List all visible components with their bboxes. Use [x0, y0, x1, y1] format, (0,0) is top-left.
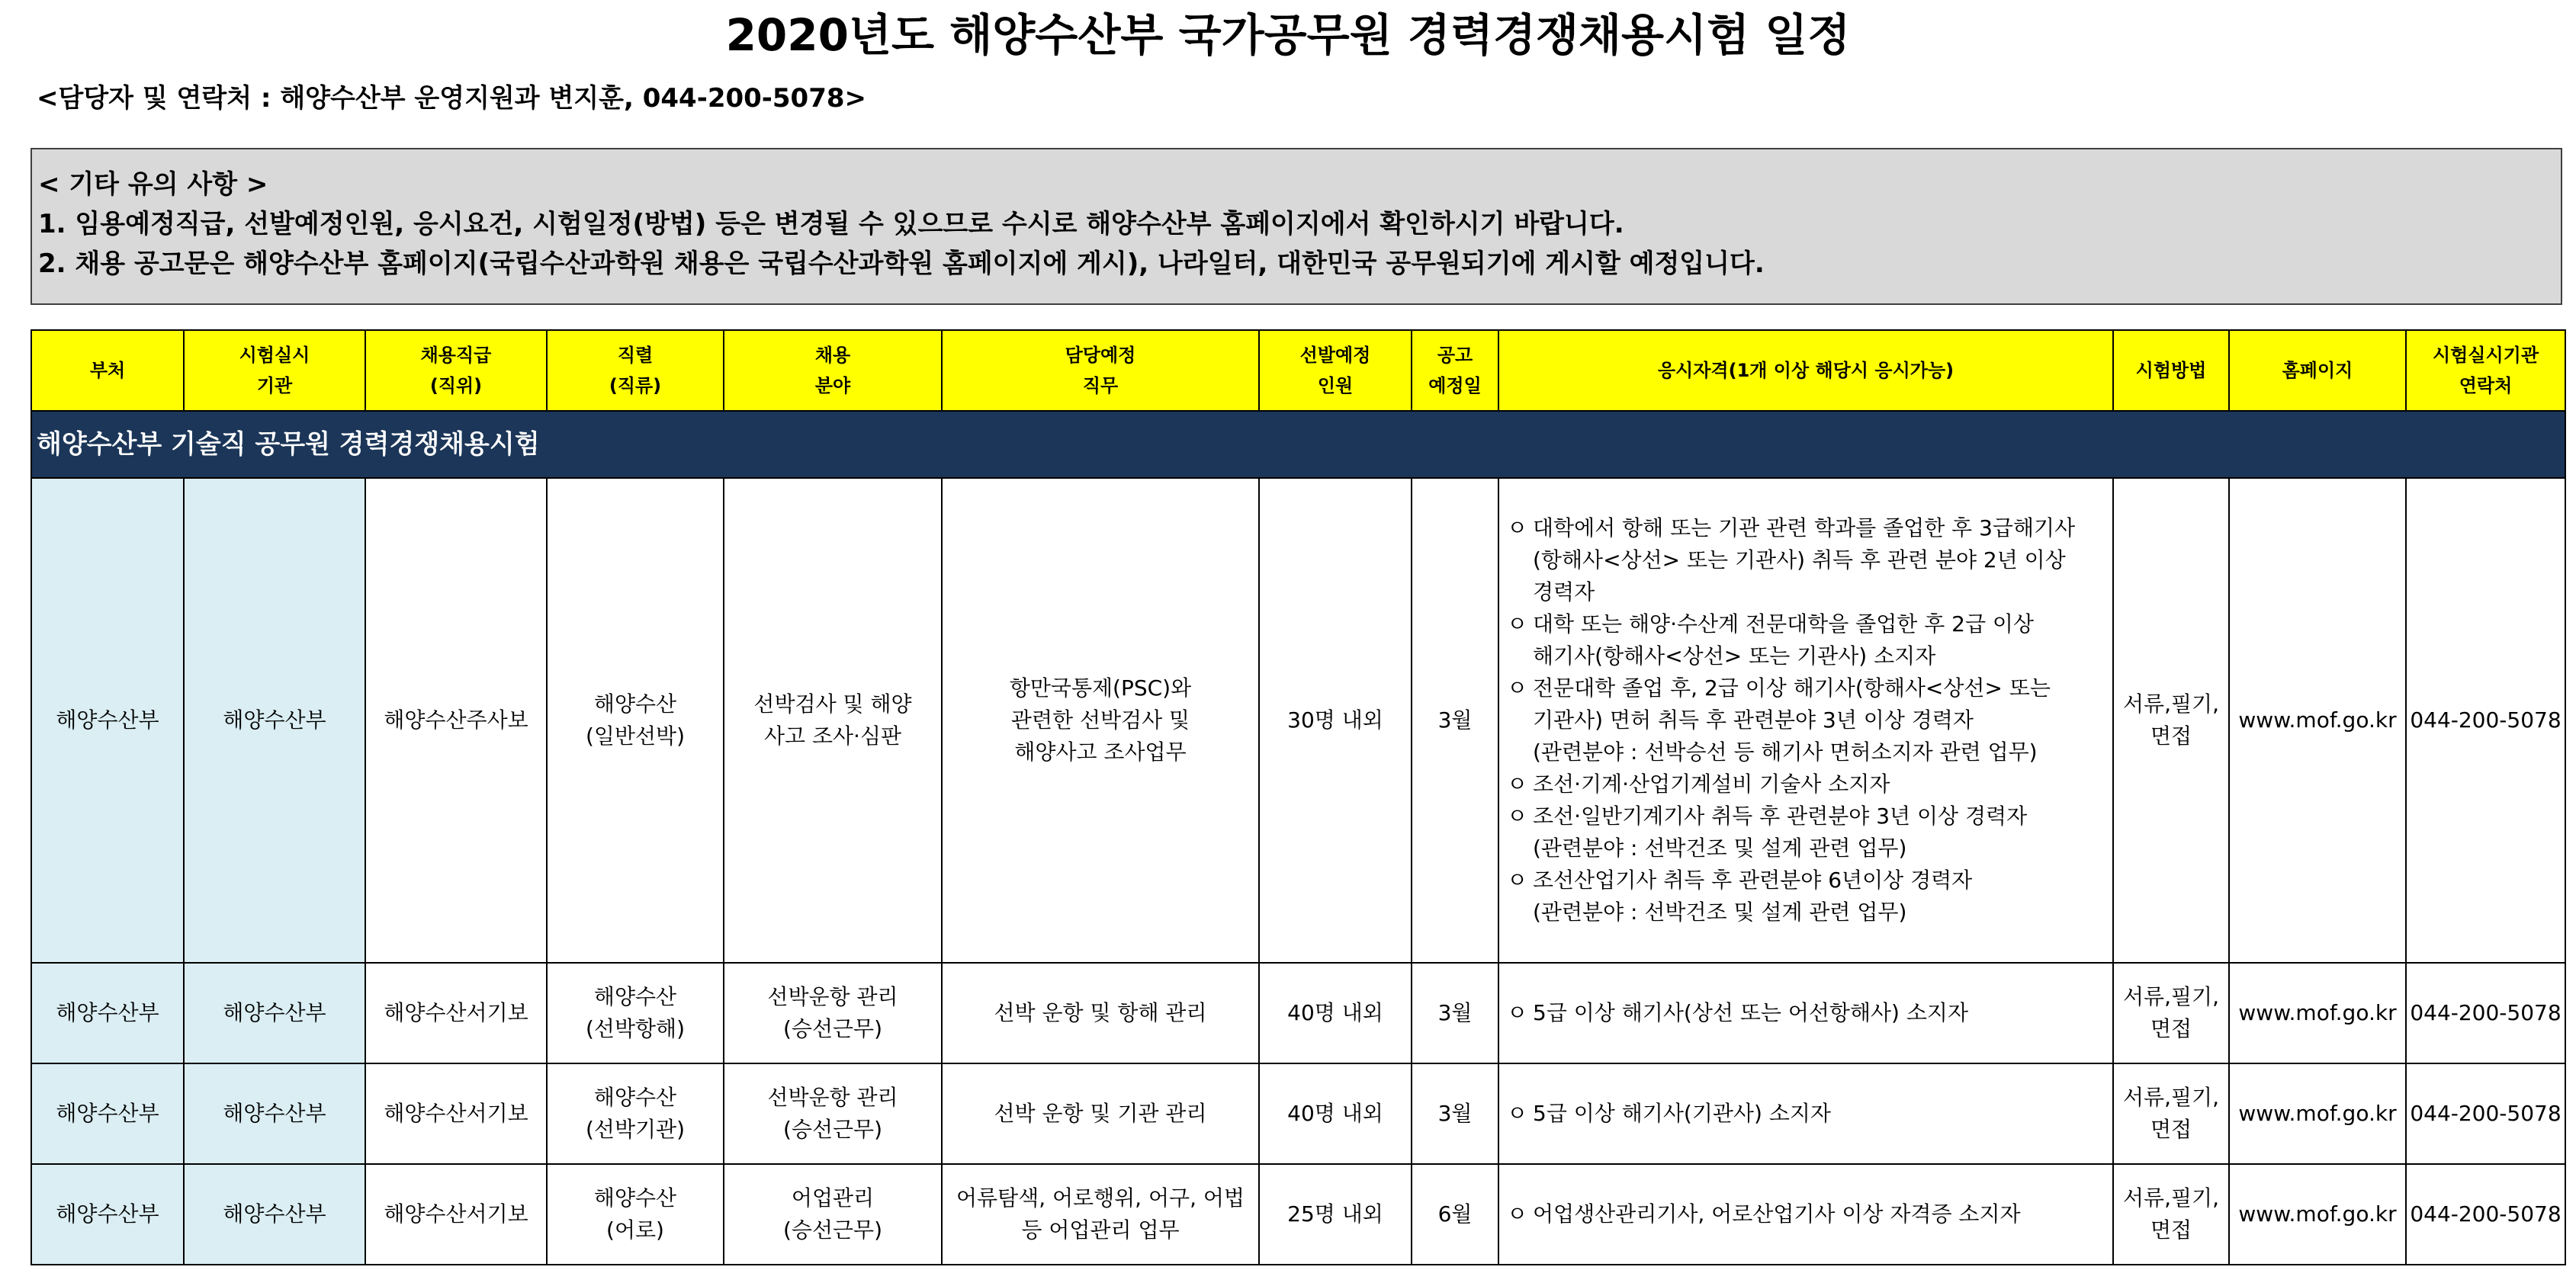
cell-dept: 해양수산부: [31, 1063, 184, 1164]
cell-org: 해양수산부: [184, 1063, 365, 1164]
qualification-item: ㅇ 어업생산관리기사, 어로산업기사 이상 자격증 소지자: [1507, 1201, 2021, 1227]
cell-qualification: [1498, 1164, 2113, 1265]
cell-method: 서류,필기, 면접: [2113, 478, 2229, 963]
header-qualification: 응시자격(1개 이상 해당시 응시가능): [1498, 330, 2113, 411]
notice-heading: < 기타 유의 사항 >: [38, 169, 268, 200]
notice-line-1: 1. 임용예정직급, 선발예정인원, 응시요건, 시험일정(방법) 등은 변경될 수 있으므로 수시로 해양수산부 홈페이지에서 확인하시기 바랍니다.: [38, 209, 1624, 239]
cell-date: 3월: [1412, 963, 1498, 1063]
cell-homepage: www.mof.go.kr: [2229, 1164, 2406, 1265]
cell-qualification: [1498, 1063, 2113, 1164]
cell-org: 해양수산부: [184, 963, 365, 1063]
cell-series: 해양수산 (어로): [547, 1164, 724, 1265]
cell-duty: 선박 운항 및 항해 관리: [942, 963, 1259, 1063]
table-row: [31, 1164, 2565, 1265]
qualification-item: ㅇ 조선산업기사 취득 후 관련분야 6년이상 경력자 (관련분야 : 선박건조 및 설계 관련 업무): [1507, 868, 1973, 925]
section-title: 해양수산부 기술직 공무원 경력경쟁채용시험: [31, 411, 2565, 478]
cell-grade: 해양수산서기보: [365, 1164, 547, 1265]
qualification-item: ㅇ 조선·일반기계기사 취득 후 관련분야 3년 이상 경력자 (관련분야 : 선박건조 및 설계 관련 업무): [1507, 803, 2028, 861]
header-org: 시험실시 기관: [184, 330, 365, 411]
qualification-item: ㅇ 조선·기계·산업기계설비 기술사 소지자: [1507, 771, 1890, 797]
cell-method: 서류,필기, 면접: [2113, 1164, 2229, 1265]
header-dept: 부처: [31, 330, 184, 411]
cell-qualification: [1498, 478, 2113, 963]
header-row: [31, 330, 2565, 411]
cell-homepage: www.mof.go.kr: [2229, 478, 2406, 963]
cell-duty: 선박 운항 및 기관 관리: [942, 1063, 1259, 1164]
cell-series: 해양수산 (선박항해): [547, 963, 724, 1063]
page-title: 2020년도 해양수산부 국가공무원 경력경쟁채용시험 일정: [725, 9, 1851, 61]
cell-field: 선박검사 및 해양 사고 조사·심판: [724, 478, 942, 963]
cell-phone: 044-200-5078: [2406, 478, 2565, 963]
schedule-table: [31, 329, 2566, 1265]
header-field: 채용 분야: [724, 330, 942, 411]
cell-count: 40명 내외: [1259, 1063, 1412, 1164]
cell-org: 해양수산부: [184, 1164, 365, 1265]
table-row: [31, 963, 2565, 1063]
table-row: [31, 1063, 2565, 1164]
cell-dept: 해양수산부: [31, 478, 184, 963]
cell-org: 해양수산부: [184, 478, 365, 963]
notice-line-2: 2. 채용 공고문은 해양수산부 홈페이지(국립수산과학원 채용은 국립수산과학원 홈페이지에 게시), 나라일터, 대한민국 공무원되기에 게시할 예정입니다.: [38, 249, 1765, 279]
cell-dept: 해양수산부: [31, 963, 184, 1063]
cell-field: 어업관리 (승선근무): [724, 1164, 942, 1265]
header-homepage: 홈페이지: [2229, 330, 2406, 411]
qualification-item: ㅇ 대학에서 항해 또는 기관 관련 학과를 졸업한 후 3급해기사 (항해사<상선> 또는 기관사) 취득 후 관련 분야 2년 이상 경력자: [1507, 515, 2076, 605]
cell-homepage: www.mof.go.kr: [2229, 1063, 2406, 1164]
header-date: 공고 예정일: [1412, 330, 1498, 411]
cell-field: 선박운항 관리 (승선근무): [724, 1063, 942, 1164]
notice-box: [31, 148, 2562, 305]
cell-count: 25명 내외: [1259, 1164, 1412, 1265]
contact-info: <담당자 및 연락처 : 해양수산부 운영지원과 변지훈, 044-200-5078>: [37, 83, 867, 114]
cell-grade: 해양수산서기보: [365, 1063, 547, 1164]
qualification-item: ㅇ 대학 또는 해양·수산계 전문대학을 졸업한 후 2급 이상 해기사(항해사<상선> 또는 기관사) 소지자: [1507, 611, 2035, 669]
cell-phone: 044-200-5078: [2406, 1164, 2565, 1265]
header-contact: 시험실시기관 연락처: [2406, 330, 2565, 411]
cell-date: 6월: [1412, 1164, 1498, 1265]
table-row: [31, 478, 2565, 963]
cell-date: 3월: [1412, 478, 1498, 963]
cell-count: 40명 내외: [1259, 963, 1412, 1063]
cell-count: 30명 내외: [1259, 478, 1412, 963]
cell-homepage: www.mof.go.kr: [2229, 963, 2406, 1063]
cell-method: 서류,필기, 면접: [2113, 1063, 2229, 1164]
section-row: [31, 411, 2565, 478]
cell-method: 서류,필기, 면접: [2113, 963, 2229, 1063]
cell-qualification: [1498, 963, 2113, 1063]
header-duty: 담당예정 직무: [942, 330, 1259, 411]
qualification-item: ㅇ 5급 이상 해기사(기관사) 소지자: [1507, 1101, 1831, 1126]
cell-duty: 항만국통제(PSC)와 관련한 선박검사 및 해양사고 조사업무: [942, 478, 1259, 963]
header-grade: 채용직급 (직위): [365, 330, 547, 411]
header-series: 직렬 (직류): [547, 330, 724, 411]
cell-date: 3월: [1412, 1063, 1498, 1164]
cell-dept: 해양수산부: [31, 1164, 184, 1265]
cell-phone: 044-200-5078: [2406, 963, 2565, 1063]
qualification-item: ㅇ 전문대학 졸업 후, 2급 이상 해기사(항해사<상선> 또는 기관사) 면허 취득 후 관련분야 3년 이상 경력자 (관련분야 : 선박승선 등 해기사 면허소지자 관련 업무): [1507, 675, 2051, 765]
cell-grade: 해양수산서기보: [365, 963, 547, 1063]
cell-grade: 해양수산주사보: [365, 478, 547, 963]
header-method: 시험방법: [2113, 330, 2229, 411]
cell-phone: 044-200-5078: [2406, 1063, 2565, 1164]
cell-duty: 어류탐색, 어로행위, 어구, 어법 등 어업관리 업무: [942, 1164, 1259, 1265]
header-count: 선발예정 인원: [1259, 330, 1412, 411]
qualification-item: ㅇ 5급 이상 해기사(상선 또는 어선항해사) 소지자: [1507, 1000, 1969, 1025]
cell-field: 선박운항 관리 (승선근무): [724, 963, 942, 1063]
cell-series: 해양수산 (일반선박): [547, 478, 724, 963]
cell-series: 해양수산 (선박기관): [547, 1063, 724, 1164]
